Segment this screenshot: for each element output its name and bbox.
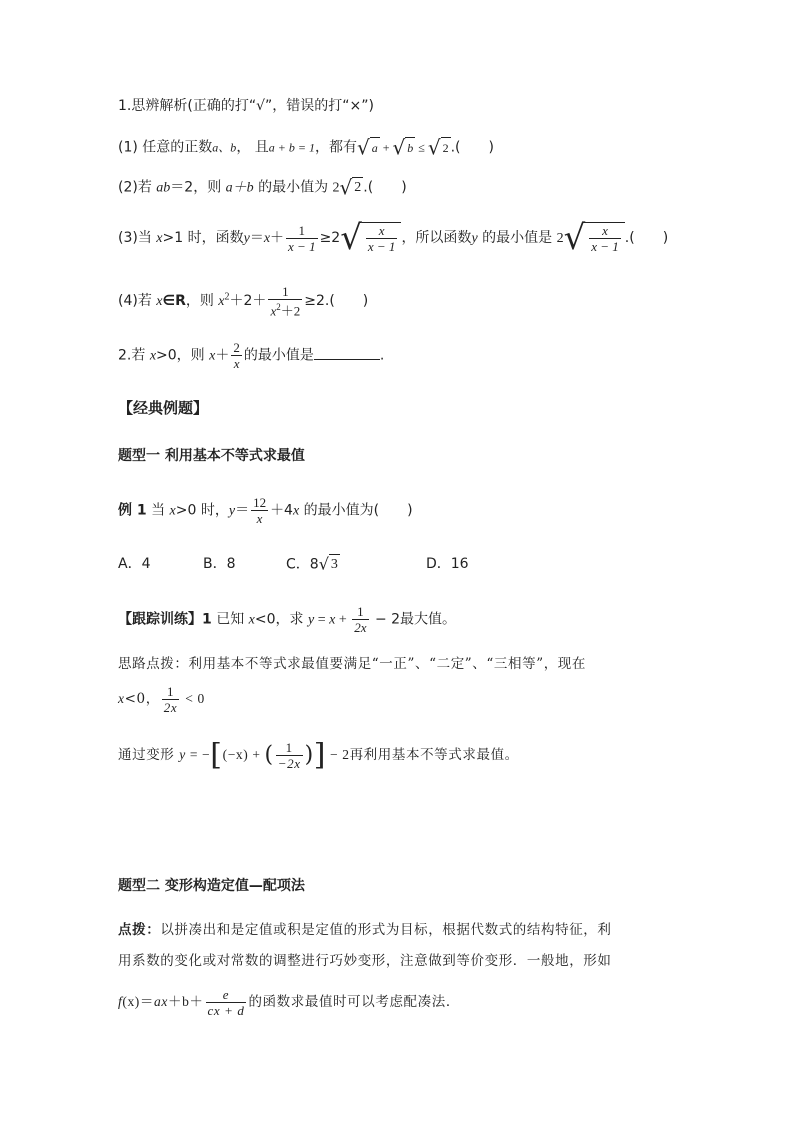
fraction-1-over-x-minus-1: $\frac{1}{x - 1}$ bbox=[288, 222, 316, 254]
sqrt-fraction-answer: √ $\frac{x}{x - 1}$ bbox=[564, 222, 625, 254]
question-2: (2)若 ab＝2，则 a＋b 的最小值为 2√ 2 .( ) bbox=[118, 175, 407, 200]
type-2-title: 题型二 变形构造定值—配项法 bbox=[118, 878, 305, 894]
sqrt-b: √ b bbox=[392, 135, 414, 160]
example-1: 例 1 当 x>0 时，y＝ $\frac{12}{x}$ ＋4x 的最小值为( ) bbox=[118, 495, 413, 526]
option-a[interactable]: A．4 bbox=[118, 556, 151, 572]
option-d[interactable]: D．16 bbox=[426, 556, 469, 572]
hint-line-2: x<0， $\frac{1}{2x}$ < 0 bbox=[118, 684, 205, 715]
transform-line: 通过变形 y = −[(−x) + ( $\frac{1}{-2x}$ )] − 2再利用基本不等式求最值。 bbox=[118, 737, 519, 773]
sqrt-fraction: √ $\frac{x}{x - 1}$ bbox=[340, 222, 401, 254]
question-5: 2.若 x>0，则 x＋ $\frac{2}{x}$ 的最小值是 . bbox=[118, 340, 385, 371]
classic-examples-heading: 【经典例题】 bbox=[118, 399, 209, 417]
type-1-title: 题型一 利用基本不等式求最值 bbox=[118, 448, 305, 464]
follow-up-training: 【跟踪训练】1 已知 x<0，求 y = x + $\frac{1}{2x}$ − 2最大值。 bbox=[118, 604, 457, 635]
question-3: (3)当 x>1 时，函数y＝x＋ $\frac{1}{x - 1}$ ≥2√ $\frac{x}{x - 1}$ ，所以函数y 的最小值是 2√ $\frac{x}{x - 1}$ .( ) bbox=[118, 218, 669, 258]
option-b[interactable]: B．8 bbox=[203, 556, 236, 572]
sqrt-a: √ a bbox=[356, 135, 378, 160]
dianbo-line-3: f(x)＝ax＋b＋ $\frac{e}{cx + d}$ 的函数求最值时可以考虑配凑法． bbox=[118, 987, 460, 1018]
fraction-1-over-2x: $\frac{1}{2x}$ bbox=[354, 604, 367, 635]
answer-blank[interactable] bbox=[314, 345, 380, 360]
fraction-1-over-x2-plus-2: $\frac{1}{x^2+2}$ bbox=[270, 284, 301, 319]
question-4: (4)若 x∈R，则 $x^2+2+$ $\frac{1}{x^2+2}$ ≥2.( ) bbox=[118, 284, 369, 319]
hint-line-1: 思路点拨：利用基本不等式求最值要满足“一正”、“二定”、“三相等”，现在 bbox=[118, 656, 587, 672]
fraction-2-over-x: $\frac{2}{x}$ bbox=[233, 340, 240, 371]
sqrt-2-answer: √ 2 bbox=[339, 175, 362, 200]
fraction-1-over-2x-hint: $\frac{1}{2x}$ bbox=[163, 684, 178, 715]
dianbo-line-2: 用系数的变化或对常数的调整进行巧妙变形，注意做到等价变形．一般地，形如 bbox=[118, 953, 612, 969]
option-c[interactable]: C．8√ 3 bbox=[286, 554, 338, 574]
exercise-intro: 1.思辨解析(正确的打“√”，错误的打“×”) bbox=[118, 98, 374, 114]
fraction-e-over-cx-plus-d: $\frac{e}{cx + d}$ bbox=[207, 987, 245, 1018]
sqrt-2: √ 2 bbox=[427, 135, 449, 160]
question-1: (1) 任意的正数a、b， 且a + b = 1，都有√ a + √ b ≤ √ 2 .( ) bbox=[118, 135, 494, 160]
fraction-1-over-minus-2x: $\frac{1}{-2x}$ bbox=[277, 740, 301, 771]
dianbo-line-1: 点拨：以拼凑出和是定值或积是定值的形式为目标，根据代数式的结构特征，利 bbox=[118, 922, 612, 938]
fraction-12-over-x: $\frac{12}{x}$ bbox=[253, 495, 267, 526]
